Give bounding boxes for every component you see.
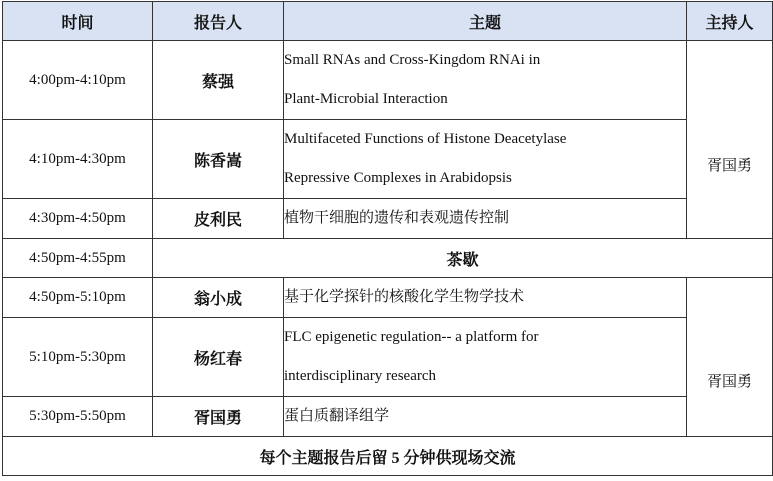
topic-cell: [284, 120, 687, 199]
time-cell: 4:10pm-4:30pm: [3, 120, 153, 199]
table-row: [3, 397, 773, 437]
footer-note: 每个主题报告后留 5 分钟供现场交流: [3, 437, 773, 476]
host-cell: [687, 41, 773, 239]
topic-line: Plant-Microbial Interaction: [284, 91, 448, 107]
time-cell: 4:00pm-4:10pm: [3, 41, 153, 120]
tea-break-cell: 茶歇: [153, 239, 773, 278]
topic-cell: [284, 318, 687, 397]
speaker-cell: 翁小成: [153, 278, 284, 318]
speaker-cell: 胥国勇: [153, 397, 284, 437]
header-topic: 主题: [284, 2, 687, 41]
host-cell: [687, 278, 773, 437]
table-row: [3, 318, 773, 397]
time-cell: 4:30pm-4:50pm: [3, 199, 153, 239]
table-row: [3, 199, 773, 239]
break-row: [3, 239, 773, 278]
topic-line: 蛋白质翻译组学: [284, 408, 390, 424]
schedule-table: [2, 1, 773, 476]
topic-line: interdisciplinary research: [284, 368, 437, 384]
time-cell: 4:50pm-5:10pm: [3, 278, 153, 318]
topic-line: FLC epigenetic regulation-- a platform for: [284, 329, 539, 345]
topic-line: 植物干细胞的遗传和表观遗传控制: [284, 210, 510, 226]
speaker-cell: 蔡强: [153, 41, 284, 120]
host-name: 胥国勇: [706, 157, 752, 174]
speaker-cell: 陈香嵩: [153, 120, 284, 199]
topic-line: Multifaceted Functions of Histone Deacetylase: [284, 131, 567, 147]
table-row: [3, 41, 773, 120]
speaker-cell: 皮利民: [153, 199, 284, 239]
topic-line: 基于化学探针的核酸化学生物学技术: [284, 289, 525, 305]
speaker-cell: 杨红春: [153, 318, 284, 397]
header-time: 时间: [3, 2, 153, 41]
topic-cell: [284, 199, 687, 239]
topic-cell: [284, 278, 687, 318]
topic-line: Repressive Complexes in Arabidopsis: [284, 170, 512, 186]
header-speaker: 报告人: [153, 2, 284, 41]
header-row: [3, 2, 773, 41]
header-host: 主持人: [687, 2, 773, 41]
topic-cell: [284, 41, 687, 120]
topic-cell: [284, 397, 687, 437]
host-name: 胥国勇: [706, 374, 752, 390]
table-row: [3, 120, 773, 199]
topic-line: Small RNAs and Cross-Kingdom RNAi in: [284, 52, 541, 68]
time-cell: 5:10pm-5:30pm: [3, 318, 153, 397]
time-cell: 5:30pm-5:50pm: [3, 397, 153, 437]
time-cell: 4:50pm-4:55pm: [3, 239, 153, 278]
table-row: [3, 278, 773, 318]
footer-row: [3, 437, 773, 476]
